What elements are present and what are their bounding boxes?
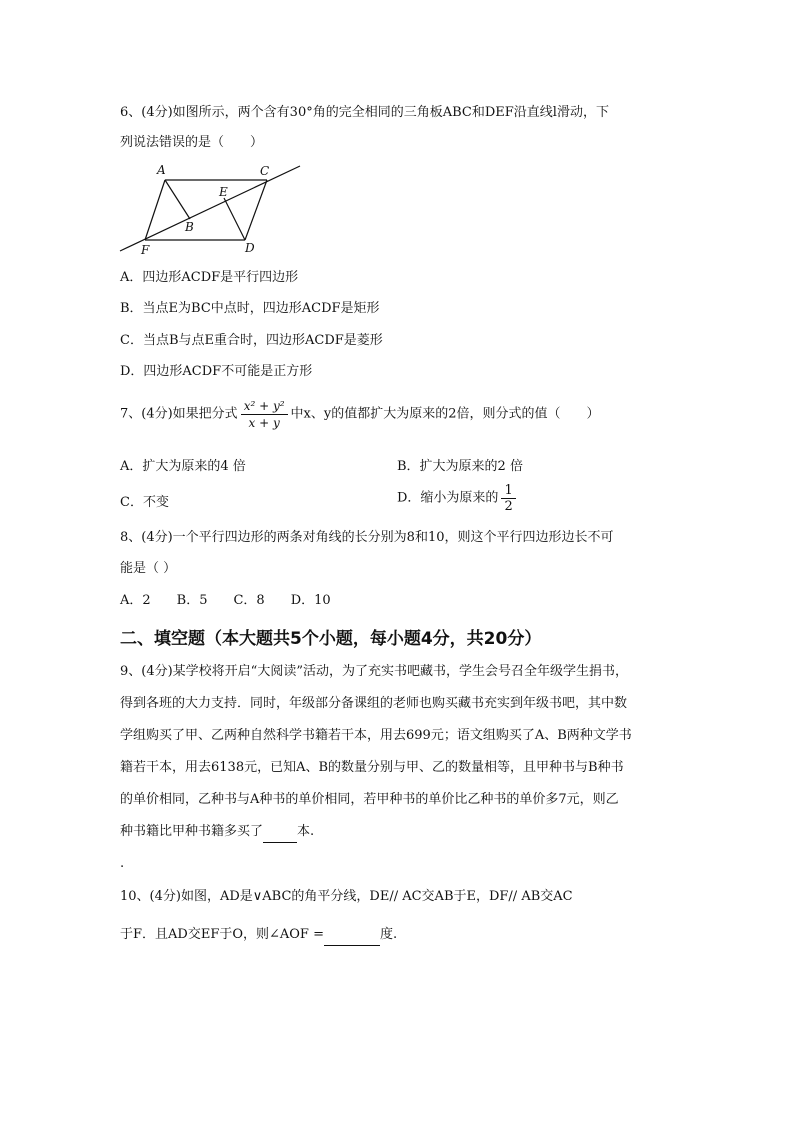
label-A: A	[157, 163, 166, 177]
q7-fraction-denominator: x + y	[248, 416, 280, 430]
q7-suffix: 中x、y的值都扩大为原来的2倍，则分式的值（ ）	[290, 406, 600, 422]
q7-prefix: 7、(4分)如果把分式	[120, 406, 238, 422]
q9-line5: 的单价相同，乙种书与A种书的单价相同，若甲种书的单价比乙种书的单价多7元，则乙	[120, 792, 619, 807]
label-B: B	[185, 220, 194, 234]
q7-option-d-numerator: 1	[501, 483, 515, 499]
q10-line2-prefix: 于F．且AD交EF于O，则∠AOF =	[120, 927, 324, 942]
q9-dot: .	[120, 856, 125, 871]
q7-option-a: A．扩大为原来的4 倍	[120, 459, 246, 474]
q6-stem-line2: 列说法错误的是（ ）	[120, 135, 264, 150]
q7-stem	[120, 398, 600, 431]
side-CD	[245, 180, 267, 240]
line-l	[120, 166, 300, 251]
q10-line2-suffix: 度.	[379, 927, 398, 942]
section-2-heading: 二、填空题（本大题共5个小题，每小题4分，共20分）	[120, 629, 542, 649]
q8-stem-line1: 8、(4分)一个平行四边形的两条对角线的长分别为8和10，则这个平行四边形边长不可	[120, 530, 614, 545]
q6-option-c: C．当点B与点E重合时，四边形ACDF是菱形	[120, 333, 383, 348]
q6-stem-line1: 6、(4分)如图所示，两个含有30°角的完全相同的三角板ABC和DEF沿直线l滑动，下	[120, 105, 609, 120]
q9-line2: 得到各班的大力支持．同时，年级部分备课组的老师也购买藏书充实到年级书吧，其中数	[120, 696, 628, 711]
q9-last-prefix: 种书籍比甲种书籍多买了	[120, 824, 264, 839]
q6-option-a: A．四边形ACDF是平行四边形	[120, 270, 299, 285]
segment-AB	[165, 180, 190, 219]
q10-answer-blank[interactable]	[324, 925, 380, 946]
q7-option-b: B．扩大为原来的2 倍	[397, 459, 523, 474]
q6-option-d: D．四边形ACDF不可能是正方形	[120, 364, 313, 379]
segment-ED	[224, 198, 245, 240]
q8-stem-line2: 能是（ ）	[120, 561, 177, 576]
q9-line1: 9、(4分)某学校将开启“大阅读”活动，为了充实书吧藏书，学生会号召全年级学生捐书，	[120, 664, 628, 679]
q9-line3: 学组购买了甲、乙两种自然科学书籍若干本，用去699元；语文组购买了A、B两种文学书	[120, 728, 632, 743]
q7-option-d	[397, 483, 519, 514]
label-C: C	[260, 164, 270, 178]
q10-line2	[120, 925, 397, 946]
q7-fraction-numerator: x² + y²	[241, 398, 288, 415]
q7-option-d-prefix: D．缩小为原来的	[397, 490, 499, 506]
q9-line4: 籍若干本，用去6138元，已知A、B的数量分别与甲、乙的数量相等，且甲种书与B种书	[120, 760, 624, 775]
label-F: F	[141, 243, 150, 257]
q6-option-b: B．当点E为BC中点时，四边形ACDF是矩形	[120, 301, 380, 316]
q7-option-d-fraction	[501, 483, 515, 514]
q9-answer-blank[interactable]	[263, 822, 297, 843]
q7-option-c: C．不变	[120, 495, 169, 510]
q6-figure	[115, 160, 315, 260]
q7-fraction	[241, 398, 288, 431]
q7-option-d-denominator: 2	[504, 499, 513, 514]
label-D: D	[245, 241, 255, 255]
q9-line6	[120, 822, 314, 843]
q9-last-suffix: 本.	[297, 824, 315, 839]
q8-options: A．2 B．5 C．8 D．10	[120, 593, 331, 608]
q10-line1: 10、(4分)如图，AD是∨ABC的角平分线，DE// AC交AB于E，DF// AB交AC	[120, 889, 573, 904]
label-E: E	[219, 185, 228, 199]
